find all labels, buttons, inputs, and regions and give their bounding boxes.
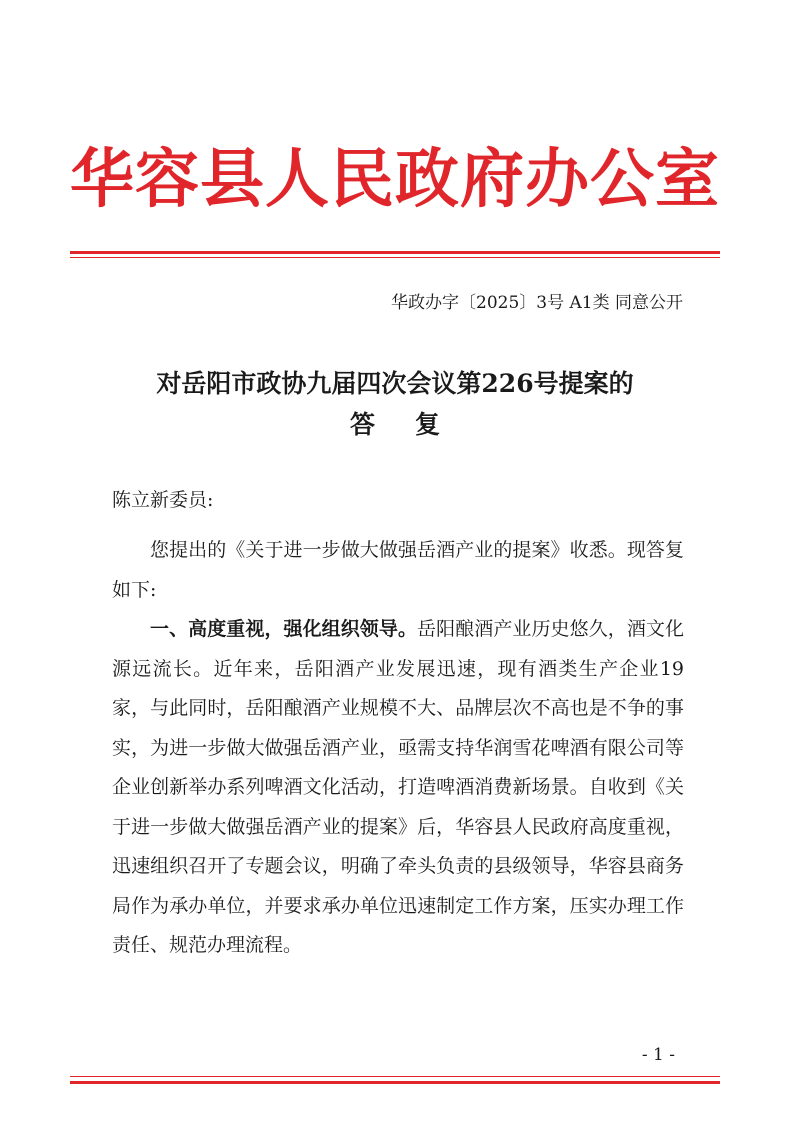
salutation: 陈立新委员:	[112, 489, 214, 511]
header-red-rule-thick	[70, 251, 720, 254]
section1-paragraph	[112, 610, 684, 966]
document-number: 华政办字〔2025〕3号 A1类 同意公开	[391, 293, 683, 313]
masthead-title: 华容县人民政府办公室	[70, 143, 720, 217]
section1-heading: 一、高度重视，强化组织领导。	[150, 618, 418, 640]
footer-red-rule-thin	[70, 1076, 720, 1077]
header-red-rule-thin	[70, 257, 720, 258]
page-number: - 1 -	[641, 1045, 675, 1065]
document-title-line2: 答复	[349, 410, 480, 439]
intro-paragraph: 您提出的《关于进一步做大做强岳酒产业的提案》收悉。现答复如下:	[112, 539, 684, 601]
body-text	[112, 531, 684, 966]
footer-red-rule-thick	[70, 1081, 720, 1084]
section1-text: 岳阳酿酒产业历史悠久，酒文化源远流长。近年来，岳阳酒产业发展迅速，现有酒类生产企业19家，与此同时，岳阳酿酒产业规模不大、品牌层次不高也是不争的事实，为进一步做大做强岳酒产业，亟需支持华润雪花啤酒有限公司等企业创新举办系列啤酒文化活动，打造啤酒消费新场景。自收到《关于进一步做大做强岳酒产业的提案》后，华容县人民政府高度重视，迅速组织召开了专题会议，明确了牵头负责的县级领导，华容县商务局作为承办单位，并要求承办单位迅速制定工作方案，压实办理工作责任、规范办理流程。	[112, 618, 684, 956]
document-title-line1: 对岳阳市政协九届四次会议第226号提案的	[156, 369, 634, 398]
